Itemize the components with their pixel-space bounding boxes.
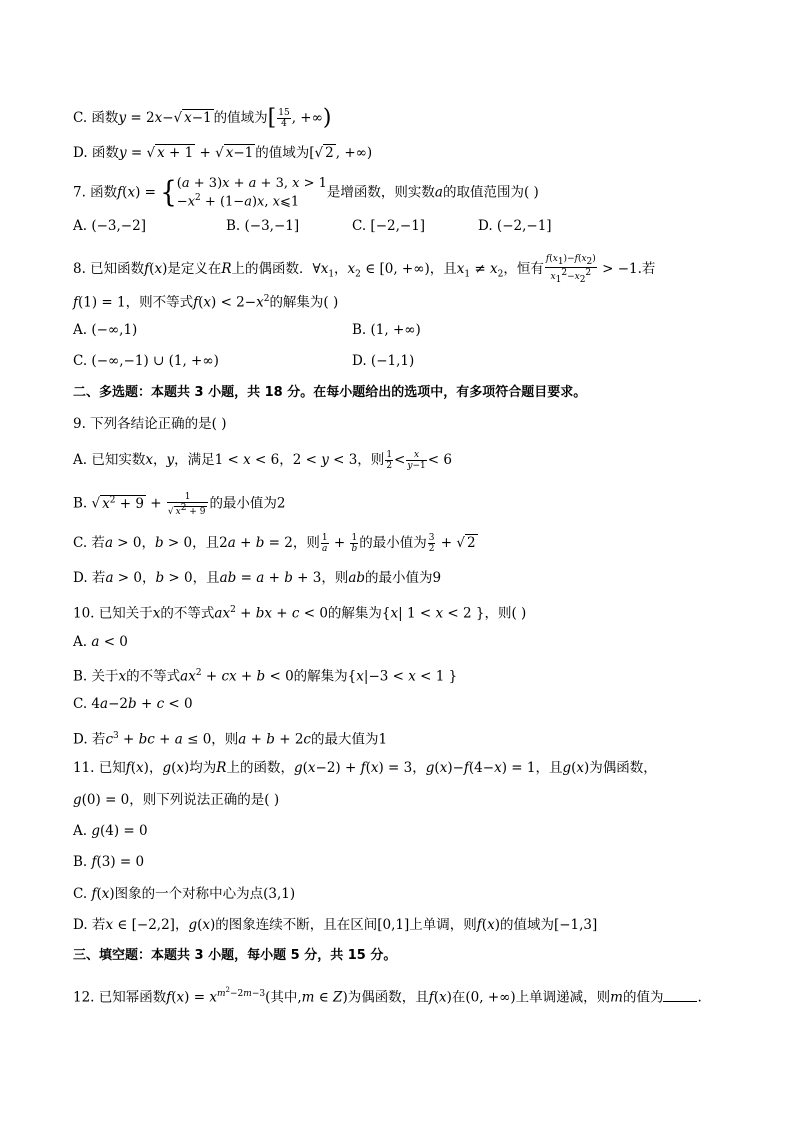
question-10: 10. 已知关于x的不等式$ax^2$ + bx + c < 0的解集为{x| 1 < x < 2 }，则( ) xyxy=(73,605,527,622)
question-7: 7. 函数f(x) = { (a + 3)x + a + 3, x > 1 $-x^2 + (1-a)x$, x⩽1 是增函数，则实数a的取值范围为( ) xyxy=(73,176,539,210)
q8-option-b: B. (1, +∞) xyxy=(352,322,421,338)
answer-blank[interactable] xyxy=(663,989,697,1002)
q6-option-c: C. 函数y = 2x−√ x−1 的值域为[ $\frac{15}{4}$ , +∞) xyxy=(73,105,332,131)
question-8: 8. 已知函数f(x)是定义在R上的偶函数．$\forall x_1$，$x_2$ ∈ [0, +∞)，且$x_1 \ne x_2$，恒有 $\frac{f(x_1)-f(x_2)}{x_1^2-x_2^2}$ > −1.若 xyxy=(73,254,656,285)
q10-option-a: A. a < 0 xyxy=(73,634,128,650)
question-11-cont: g(0) = 0，则下列说法正确的是( ) xyxy=(73,792,280,808)
q8-option-d: D. (−1,1) xyxy=(352,353,415,369)
q9-option-d: D. 若a > 0，b > 0，且ab = a + b + 3，则ab的最小值为9 xyxy=(73,570,442,586)
q11-option-b: B. f(3) = 0 xyxy=(73,854,145,870)
q8-option-a: A. (−∞,1) xyxy=(73,322,138,338)
q7-option-a: A. (−3,−2] xyxy=(73,218,146,234)
question-9: 9. 下列各结论正确的是( ) xyxy=(73,416,227,432)
q8-option-c: C. (−∞,−1) ∪ (1, +∞) xyxy=(73,353,219,369)
q9-option-a: A. 已知实数x，y，满足1 < x < 6，2 < y < 3，则 $\frac{1}{2}$ < $\frac{x}{y-1}$ < 6 xyxy=(73,450,452,471)
question-11: 11. 已知f(x)，g(x)均为R上的函数，g(x−2) + f(x) = 3，g(x)−f(4−x) = 1，且g(x)为偶函数， xyxy=(73,760,657,776)
q7-option-d: D. (−2,−1] xyxy=(478,218,552,234)
q11-option-a: A. g(4) = 0 xyxy=(73,823,148,839)
q7-option-b: B. (−3,−1] xyxy=(226,218,300,234)
section-3-heading: 三、填空题：本题共 3 小题，每小题 5 分，共 15 分。 xyxy=(73,948,397,963)
q9-option-c: C. 若a > 0，b > 0，且2a + b = 2，则 $\frac{1}{a}$ + $\frac{1}{b}$ 的最小值为 $\frac{3}{2}$ + √ 2 xyxy=(73,533,476,554)
q10-option-d: D. 若$c^3$ + bc + a ≤ 0，则a + b + 2c的最大值为1 xyxy=(73,731,388,748)
q10-option-c: C. 4a−2b + c < 0 xyxy=(73,696,193,712)
question-12: 12. 已知幂函数$f(x) = x^{m^2-2m-3}$(其中,m ∈ Z)为偶函数，且f(x)在(0, +∞)上单调递减，则m的值为 . xyxy=(73,986,702,1006)
q10-option-b: B. 关于x的不等式$ax^2$ + cx + b < 0的解集为{x|−3 < x < 1 } xyxy=(73,668,458,685)
question-8-cont: f(1) = 1，则不等式$f(x) < 2-x^2$的解集为( ) xyxy=(73,294,339,311)
q9-option-b: B. √ $x^2 + 9$ + $\frac{1}{√ x^2 + 9}$ 的最小值为2 xyxy=(73,491,286,517)
q7-option-c: C. [−2,−1] xyxy=(352,218,426,234)
q11-option-c: C. f(x)图象的一个对称中心为点(3,1) xyxy=(73,886,296,902)
q6-option-d: D. 函数y = √ x + 1 + √ x−1 的值域为[√ 2 , +∞) xyxy=(73,145,373,161)
q11-option-d: D. 若x ∈ [−2,2]，g(x)的图象连续不断，且在区间[0,1]上单调，则f(x)的值域为[−1,3] xyxy=(73,917,598,933)
section-2-heading: 二、多选题：本题共 3 小题，共 18 分。在每小题给出的选项中，有多项符合题目要求。 xyxy=(73,385,587,400)
